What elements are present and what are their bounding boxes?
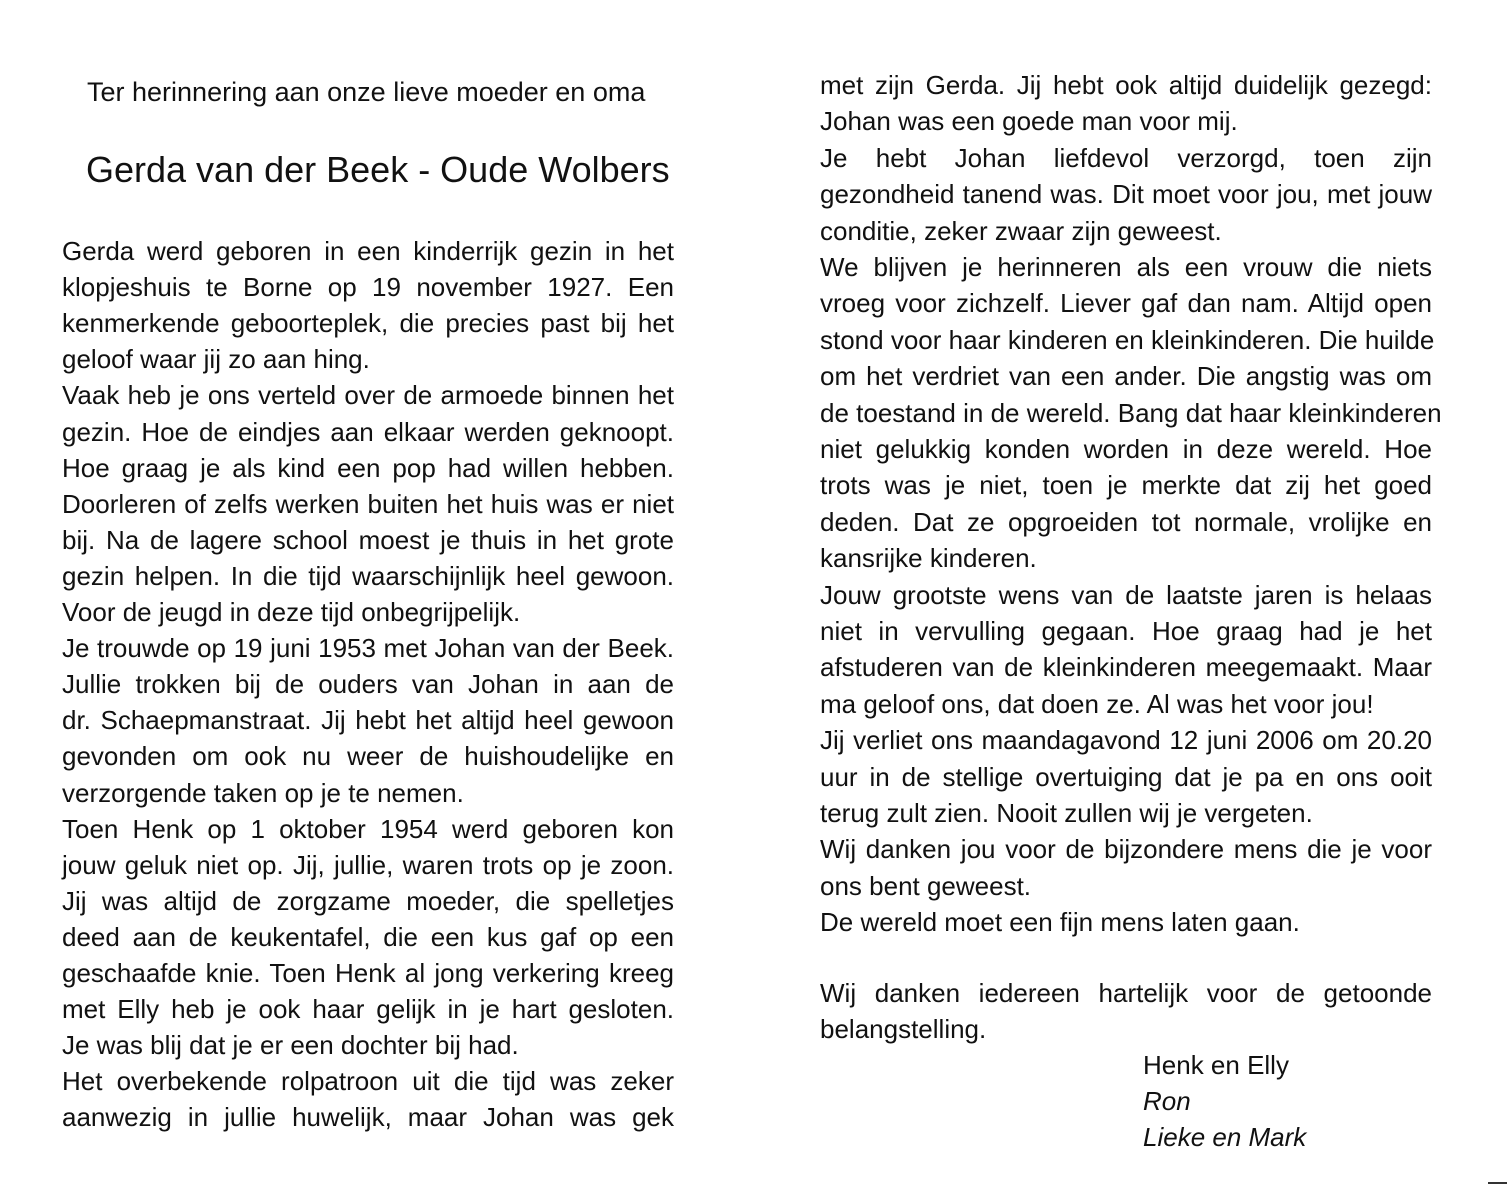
text-line: Jullie trokken bij de ouders van Johan in aan de [62, 669, 674, 700]
text-line: Het overbekende rolpatroon uit die tijd was zeker [62, 1066, 674, 1097]
text-line: Jouw grootste wens van de laatste jaren is helaas [820, 579, 1432, 610]
text-line: belangstelling. [820, 1014, 987, 1044]
text-line: Je was blij dat je er een dochter bij had. [62, 1030, 519, 1061]
text-line: gevonden om ook nu weer de huishoudelijke en [62, 741, 674, 772]
text-line: Voor de jeugd in deze tijd onbegrijpelijk. [62, 597, 521, 627]
text-line: gezin. Hoe de eindjes aan elkaar werden geknoopt. [62, 416, 674, 447]
signature-ron: Ron [1143, 1086, 1191, 1116]
text-line: Jij was altijd de zorgzame moeder, die spelletjes [62, 885, 674, 916]
text-line: Hoe graag je als kind een pop had willen hebben. [62, 452, 674, 483]
text-line: Wij danken iedereen hartelijk voor de getoonde [820, 978, 1432, 1008]
text-line: De wereld moet een fijn mens laten gaan. [820, 907, 1300, 938]
text-line: gezin helpen. In die tijd waarschijnlijk heel gewoon. [62, 560, 674, 591]
text-line: geloof waar jij zo aan hing. [62, 344, 370, 375]
signature-lieke-mark: Lieke en Mark [1143, 1122, 1307, 1152]
deceased-name: Gerda van der Beek - Oude Wolbers [86, 149, 670, 190]
text-line: Doorleren of zelfs werken buiten het huis was er niet [62, 488, 674, 519]
text-line: gezondheid tanend was. Dit moet voor jou, met jouw [820, 179, 1432, 210]
text-line: deed aan de keukentafel, die een kus gaf op een [62, 921, 674, 952]
text-line: met Elly heb je ook haar gelijk in je hart gesloten. [62, 994, 674, 1025]
text-line: niet gelukkig konden worden in deze wereld. Hoe [820, 434, 1432, 464]
text-line: Je hebt Johan liefdevol verzorgd, toen zijn [820, 142, 1432, 173]
text-line: jouw geluk niet op. Jij, jullie, waren trots op je zoon. [62, 849, 674, 880]
text-line: trots was je niet, toen je merkte dat zij het goed [820, 470, 1432, 501]
text-line: geschaafde knie. Toen Henk al jong verkering kreeg [62, 958, 674, 988]
text-line: kenmerkende geboorteplek, die precies past bij het [62, 308, 674, 339]
text-line: Johan was een goede man voor mij. [820, 106, 1238, 137]
text-line: deden. Dat ze opgroeiden tot normale, vrolijke en [820, 506, 1432, 537]
text-line: de toestand in de wereld. Bang dat haar kleinkinderen [820, 397, 1442, 428]
text-line: uur in de stellige overtuiging dat je pa en ons ooit [820, 761, 1432, 792]
text-line: Wij danken jou voor de bijzondere mens die je voor [820, 834, 1432, 865]
text-line: verzorgende taken op je te nemen. [62, 777, 464, 808]
text-line: klopjeshuis te Borne op 19 november 1927. Een [62, 272, 674, 303]
text-line: We blijven je herinneren als een vrouw die niets [820, 252, 1432, 282]
intro-text: Ter herinnering aan onze lieve moeder en oma [87, 77, 646, 107]
text-line: ma geloof ons, dat doen ze. Al was het voor jou! [820, 688, 1374, 719]
text-line: met zijn Gerda. Jij hebt ook altijd duidelijk gezegd: [820, 70, 1432, 100]
text-line: ons bent geweest. [820, 870, 1032, 901]
text-line: Gerda werd geboren in een kinderrijk gezin in het [62, 236, 674, 266]
signature-henk-elly: Henk en Elly [1143, 1050, 1289, 1080]
text-line: conditie, zeker zwaar zijn geweest. [820, 215, 1222, 246]
text-line: terug zult zien. Nooit zullen wij je vergeten. [820, 798, 1313, 828]
text-line: Vaak heb je ons verteld over de armoede binnen het [62, 380, 674, 411]
text-line: kansrijke kinderen. [820, 543, 1037, 574]
text-line: Jij verliet ons maandagavond 12 juni 2006 om 20.20 [820, 725, 1432, 756]
text-line: afstuderen van de kleinkinderen meegemaakt. Maar [820, 652, 1432, 683]
text-line: bij. Na de lagere school moest je thuis in het grote [62, 524, 674, 555]
edge-mark [1488, 1182, 1507, 1184]
text-line: niet in vervulling gegaan. Hoe graag had je het [820, 616, 1432, 646]
text-line: Je trouwde op 19 juni 1953 met Johan van der Beek. [62, 633, 674, 664]
text-line: vroeg voor zichzelf. Liever gaf dan nam. Altijd open [820, 288, 1432, 319]
text-line: aanwezig in jullie huwelijk, maar Johan was gek [62, 1102, 674, 1133]
text-line: stond voor haar kinderen en kleinkinderen. Die huilde [820, 324, 1435, 355]
text-line: dr. Schaepmanstraat. Jij hebt het altijd heel gewoon [62, 705, 674, 736]
text-line: Toen Henk op 1 oktober 1954 werd geboren kon [62, 813, 674, 844]
text-line: om het verdriet van een ander. Die angstig was om [820, 361, 1432, 392]
